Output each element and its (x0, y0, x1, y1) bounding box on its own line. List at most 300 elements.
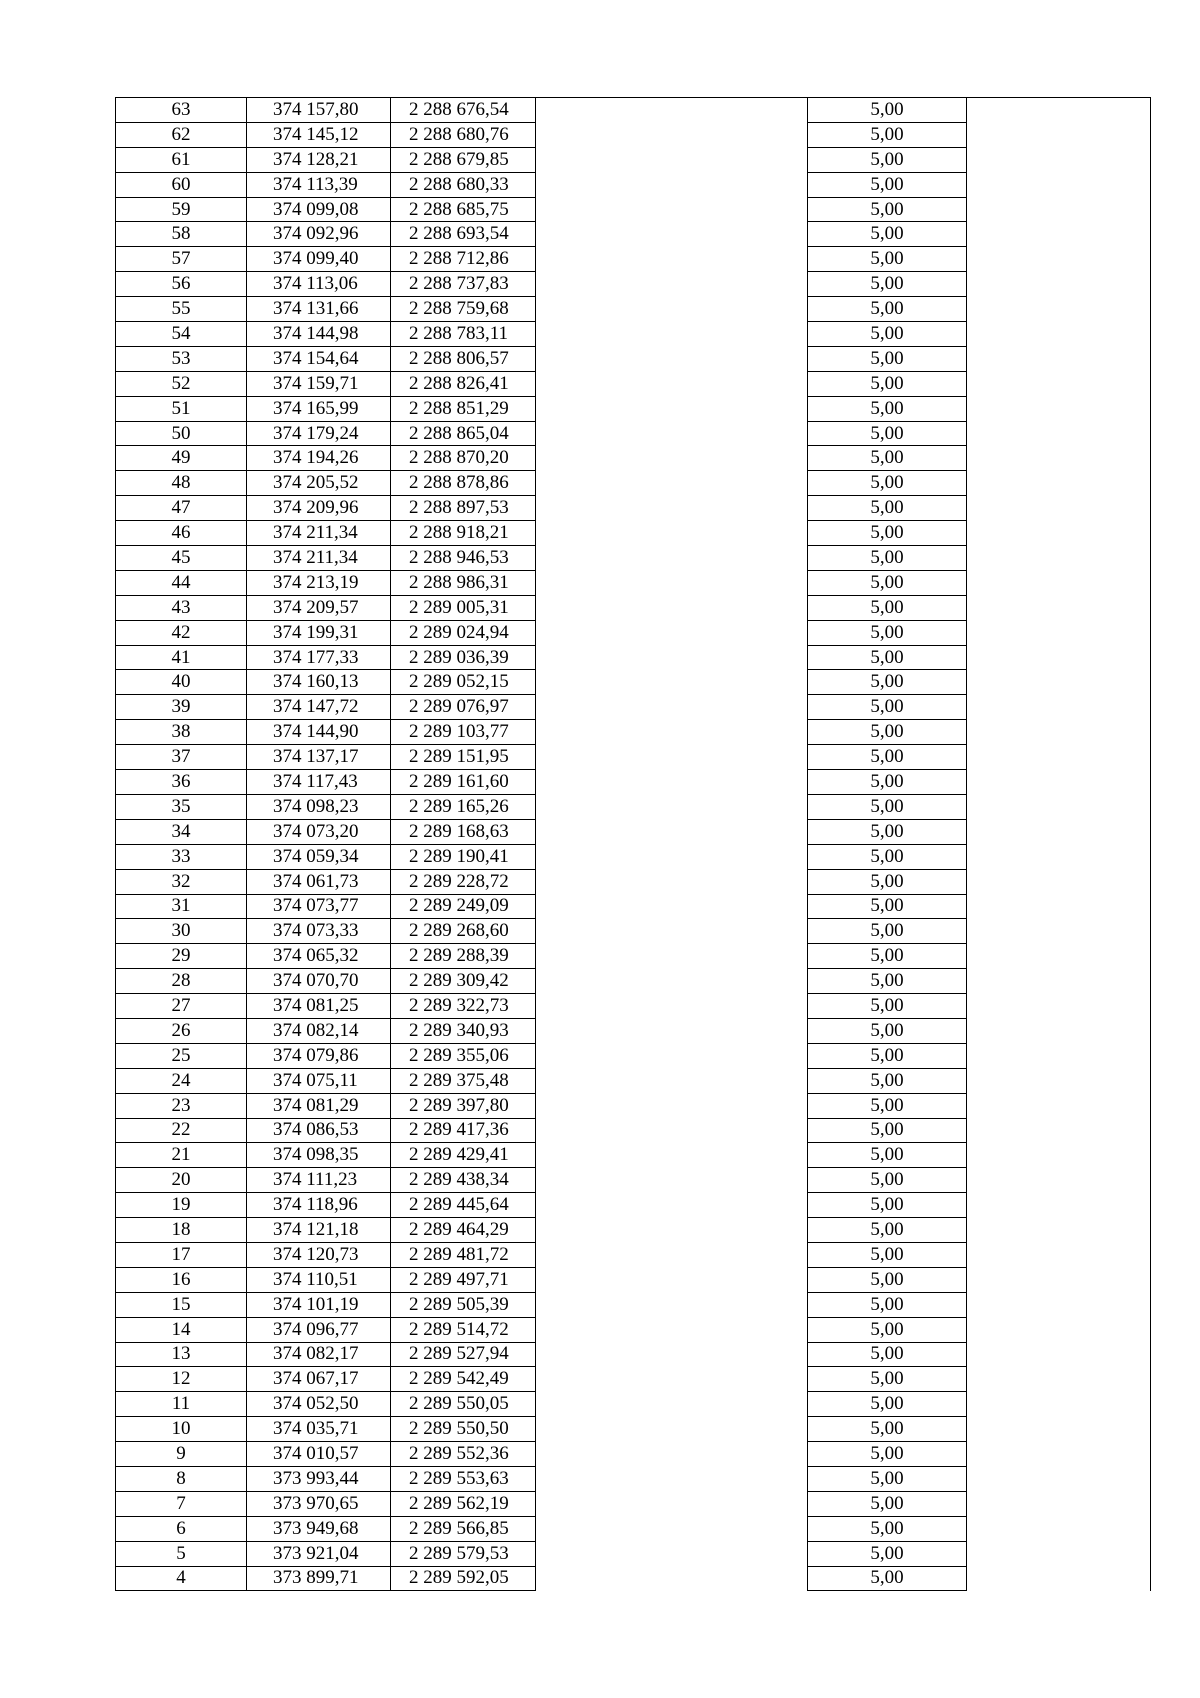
table-row (116, 645, 1151, 670)
accuracy-cell: 5,00 (808, 720, 967, 745)
point-number-cell: 45 (116, 546, 247, 571)
coordinates-table (115, 97, 1151, 1591)
x-coordinate-cell: 374 099,08 (247, 197, 391, 222)
point-number-cell: 12 (116, 1367, 247, 1392)
point-number-cell: 26 (116, 1018, 247, 1043)
empty-cell (967, 546, 1151, 571)
table-row (116, 496, 1151, 521)
point-number-cell: 49 (116, 446, 247, 471)
empty-cell (967, 1193, 1151, 1218)
accuracy-cell: 5,00 (808, 496, 967, 521)
x-coordinate-cell: 374 154,64 (247, 346, 391, 371)
accuracy-cell: 5,00 (808, 1516, 967, 1541)
table-row (116, 570, 1151, 595)
y-coordinate-cell: 2 289 168,63 (391, 819, 536, 844)
empty-cell (536, 595, 808, 620)
point-number-cell: 38 (116, 720, 247, 745)
point-number-cell: 6 (116, 1516, 247, 1541)
empty-cell (967, 1566, 1151, 1591)
point-number-cell: 58 (116, 222, 247, 247)
empty-cell (967, 595, 1151, 620)
empty-cell (967, 695, 1151, 720)
table-row (116, 1566, 1151, 1591)
table-row (116, 819, 1151, 844)
y-coordinate-cell: 2 288 865,04 (391, 421, 536, 446)
y-coordinate-cell: 2 289 190,41 (391, 844, 536, 869)
empty-cell (536, 620, 808, 645)
x-coordinate-cell: 374 061,73 (247, 869, 391, 894)
point-number-cell: 10 (116, 1417, 247, 1442)
accuracy-cell: 5,00 (808, 1118, 967, 1143)
table-row (116, 1267, 1151, 1292)
table-row (116, 670, 1151, 695)
y-coordinate-cell: 2 288 737,83 (391, 272, 536, 297)
table-row (116, 1466, 1151, 1491)
accuracy-cell: 5,00 (808, 1491, 967, 1516)
empty-cell (536, 1267, 808, 1292)
empty-cell (967, 869, 1151, 894)
empty-cell (536, 1168, 808, 1193)
empty-cell (967, 471, 1151, 496)
accuracy-cell: 5,00 (808, 1442, 967, 1467)
table-row (116, 1392, 1151, 1417)
x-coordinate-cell: 374 059,34 (247, 844, 391, 869)
accuracy-cell: 5,00 (808, 819, 967, 844)
x-coordinate-cell: 374 118,96 (247, 1193, 391, 1218)
point-number-cell: 34 (116, 819, 247, 844)
empty-cell (536, 1292, 808, 1317)
empty-cell (967, 844, 1151, 869)
accuracy-cell: 5,00 (808, 1342, 967, 1367)
accuracy-cell: 5,00 (808, 1466, 967, 1491)
table-row (116, 1118, 1151, 1143)
accuracy-cell: 5,00 (808, 994, 967, 1019)
point-number-cell: 15 (116, 1292, 247, 1317)
table-row (116, 869, 1151, 894)
x-coordinate-cell: 374 194,26 (247, 446, 391, 471)
point-number-cell: 24 (116, 1068, 247, 1093)
empty-cell (967, 446, 1151, 471)
table-row (116, 595, 1151, 620)
x-coordinate-cell: 374 101,19 (247, 1292, 391, 1317)
point-number-cell: 40 (116, 670, 247, 695)
point-number-cell: 16 (116, 1267, 247, 1292)
point-number-cell: 8 (116, 1466, 247, 1491)
empty-cell (967, 1367, 1151, 1392)
empty-cell (536, 1193, 808, 1218)
x-coordinate-cell: 374 120,73 (247, 1242, 391, 1267)
x-coordinate-cell: 374 010,57 (247, 1442, 391, 1467)
empty-cell (967, 272, 1151, 297)
accuracy-cell: 5,00 (808, 595, 967, 620)
empty-cell (967, 1118, 1151, 1143)
empty-cell (967, 1317, 1151, 1342)
accuracy-cell: 5,00 (808, 620, 967, 645)
empty-cell (536, 546, 808, 571)
empty-cell (536, 222, 808, 247)
point-number-cell: 61 (116, 147, 247, 172)
empty-cell (536, 794, 808, 819)
empty-cell (967, 1392, 1151, 1417)
accuracy-cell: 5,00 (808, 794, 967, 819)
empty-cell (536, 994, 808, 1019)
empty-cell (536, 197, 808, 222)
empty-cell (967, 570, 1151, 595)
accuracy-cell: 5,00 (808, 371, 967, 396)
table-row (116, 1367, 1151, 1392)
y-coordinate-cell: 2 289 288,39 (391, 944, 536, 969)
accuracy-cell: 5,00 (808, 421, 967, 446)
table-row (116, 1317, 1151, 1342)
point-number-cell: 13 (116, 1342, 247, 1367)
empty-cell (967, 1143, 1151, 1168)
accuracy-cell: 5,00 (808, 1143, 967, 1168)
point-number-cell: 27 (116, 994, 247, 1019)
empty-cell (536, 272, 808, 297)
accuracy-cell: 5,00 (808, 1193, 967, 1218)
empty-cell (536, 1392, 808, 1417)
y-coordinate-cell: 2 289 417,36 (391, 1118, 536, 1143)
accuracy-cell: 5,00 (808, 1068, 967, 1093)
empty-cell (967, 1466, 1151, 1491)
accuracy-cell: 5,00 (808, 1168, 967, 1193)
x-coordinate-cell: 373 921,04 (247, 1541, 391, 1566)
empty-cell (536, 322, 808, 347)
table-row (116, 745, 1151, 770)
x-coordinate-cell: 374 209,96 (247, 496, 391, 521)
x-coordinate-cell: 374 098,35 (247, 1143, 391, 1168)
point-number-cell: 60 (116, 172, 247, 197)
empty-cell (967, 197, 1151, 222)
x-coordinate-cell: 374 110,51 (247, 1267, 391, 1292)
y-coordinate-cell: 2 289 550,50 (391, 1417, 536, 1442)
x-coordinate-cell: 374 079,86 (247, 1043, 391, 1068)
accuracy-cell: 5,00 (808, 197, 967, 222)
x-coordinate-cell: 374 160,13 (247, 670, 391, 695)
empty-cell (536, 720, 808, 745)
table-row (116, 297, 1151, 322)
point-number-cell: 39 (116, 695, 247, 720)
empty-cell (967, 496, 1151, 521)
table-row (116, 1442, 1151, 1467)
x-coordinate-cell: 374 157,80 (247, 98, 391, 123)
table-row (116, 471, 1151, 496)
table-row (116, 794, 1151, 819)
x-coordinate-cell: 374 052,50 (247, 1392, 391, 1417)
x-coordinate-cell: 373 899,71 (247, 1566, 391, 1591)
y-coordinate-cell: 2 289 464,29 (391, 1218, 536, 1243)
point-number-cell: 30 (116, 919, 247, 944)
empty-cell (967, 745, 1151, 770)
x-coordinate-cell: 374 111,23 (247, 1168, 391, 1193)
y-coordinate-cell: 2 289 579,53 (391, 1541, 536, 1566)
table-row (116, 1218, 1151, 1243)
empty-cell (967, 147, 1151, 172)
y-coordinate-cell: 2 289 268,60 (391, 919, 536, 944)
empty-cell (967, 645, 1151, 670)
y-coordinate-cell: 2 289 397,80 (391, 1093, 536, 1118)
empty-cell (536, 670, 808, 695)
y-coordinate-cell: 2 289 445,64 (391, 1193, 536, 1218)
coordinates-table-body (116, 98, 1151, 1591)
y-coordinate-cell: 2 288 712,86 (391, 247, 536, 272)
point-number-cell: 22 (116, 1118, 247, 1143)
x-coordinate-cell: 374 179,24 (247, 421, 391, 446)
point-number-cell: 35 (116, 794, 247, 819)
accuracy-cell: 5,00 (808, 297, 967, 322)
empty-cell (967, 172, 1151, 197)
y-coordinate-cell: 2 288 680,33 (391, 172, 536, 197)
y-coordinate-cell: 2 288 806,57 (391, 346, 536, 371)
accuracy-cell: 5,00 (808, 247, 967, 272)
empty-cell (536, 919, 808, 944)
y-coordinate-cell: 2 288 878,86 (391, 471, 536, 496)
x-coordinate-cell: 374 177,33 (247, 645, 391, 670)
table-row (116, 521, 1151, 546)
empty-cell (967, 1516, 1151, 1541)
y-coordinate-cell: 2 289 553,63 (391, 1466, 536, 1491)
accuracy-cell: 5,00 (808, 1367, 967, 1392)
table-row (116, 1342, 1151, 1367)
y-coordinate-cell: 2 288 680,76 (391, 122, 536, 147)
point-number-cell: 29 (116, 944, 247, 969)
empty-cell (536, 770, 808, 795)
empty-cell (967, 346, 1151, 371)
point-number-cell: 54 (116, 322, 247, 347)
point-number-cell: 33 (116, 844, 247, 869)
empty-cell (536, 521, 808, 546)
x-coordinate-cell: 374 082,17 (247, 1342, 391, 1367)
x-coordinate-cell: 374 067,17 (247, 1367, 391, 1392)
x-coordinate-cell: 374 117,43 (247, 770, 391, 795)
y-coordinate-cell: 2 288 986,31 (391, 570, 536, 595)
table-row (116, 421, 1151, 446)
empty-cell (536, 869, 808, 894)
y-coordinate-cell: 2 289 552,36 (391, 1442, 536, 1467)
y-coordinate-cell: 2 289 052,15 (391, 670, 536, 695)
table-row (116, 322, 1151, 347)
y-coordinate-cell: 2 289 527,94 (391, 1342, 536, 1367)
accuracy-cell: 5,00 (808, 521, 967, 546)
empty-cell (967, 670, 1151, 695)
empty-cell (536, 695, 808, 720)
table-row (116, 844, 1151, 869)
y-coordinate-cell: 2 289 103,77 (391, 720, 536, 745)
point-number-cell: 7 (116, 1491, 247, 1516)
empty-cell (967, 1417, 1151, 1442)
point-number-cell: 18 (116, 1218, 247, 1243)
accuracy-cell: 5,00 (808, 1317, 967, 1342)
y-coordinate-cell: 2 288 826,41 (391, 371, 536, 396)
point-number-cell: 47 (116, 496, 247, 521)
point-number-cell: 63 (116, 98, 247, 123)
empty-cell (536, 1491, 808, 1516)
empty-cell (967, 1342, 1151, 1367)
empty-cell (536, 1242, 808, 1267)
empty-cell (967, 770, 1151, 795)
point-number-cell: 28 (116, 969, 247, 994)
point-number-cell: 43 (116, 595, 247, 620)
y-coordinate-cell: 2 289 165,26 (391, 794, 536, 819)
empty-cell (536, 1466, 808, 1491)
point-number-cell: 23 (116, 1093, 247, 1118)
point-number-cell: 20 (116, 1168, 247, 1193)
empty-cell (536, 1317, 808, 1342)
table-row (116, 1193, 1151, 1218)
empty-cell (967, 322, 1151, 347)
empty-cell (536, 496, 808, 521)
table-row (116, 396, 1151, 421)
x-coordinate-cell: 374 144,98 (247, 322, 391, 347)
accuracy-cell: 5,00 (808, 98, 967, 123)
accuracy-cell: 5,00 (808, 122, 967, 147)
empty-cell (536, 446, 808, 471)
y-coordinate-cell: 2 289 309,42 (391, 969, 536, 994)
empty-cell (536, 1541, 808, 1566)
y-coordinate-cell: 2 289 355,06 (391, 1043, 536, 1068)
accuracy-cell: 5,00 (808, 1417, 967, 1442)
y-coordinate-cell: 2 289 542,49 (391, 1367, 536, 1392)
empty-cell (536, 745, 808, 770)
empty-cell (536, 172, 808, 197)
y-coordinate-cell: 2 289 005,31 (391, 595, 536, 620)
empty-cell (536, 421, 808, 446)
empty-cell (967, 396, 1151, 421)
empty-cell (967, 1242, 1151, 1267)
accuracy-cell: 5,00 (808, 1242, 967, 1267)
table-row (116, 1168, 1151, 1193)
empty-cell (967, 1442, 1151, 1467)
y-coordinate-cell: 2 288 897,53 (391, 496, 536, 521)
empty-cell (967, 620, 1151, 645)
empty-cell (536, 98, 808, 123)
empty-cell (536, 1068, 808, 1093)
empty-cell (536, 819, 808, 844)
table-row (116, 147, 1151, 172)
empty-cell (967, 994, 1151, 1019)
x-coordinate-cell: 374 211,34 (247, 546, 391, 571)
empty-cell (536, 1417, 808, 1442)
table-row (116, 770, 1151, 795)
table-row (116, 222, 1151, 247)
point-number-cell: 32 (116, 869, 247, 894)
x-coordinate-cell: 374 213,19 (247, 570, 391, 595)
empty-cell (536, 1118, 808, 1143)
empty-cell (536, 371, 808, 396)
y-coordinate-cell: 2 288 676,54 (391, 98, 536, 123)
y-coordinate-cell: 2 289 161,60 (391, 770, 536, 795)
accuracy-cell: 5,00 (808, 745, 967, 770)
empty-cell (967, 1491, 1151, 1516)
empty-cell (536, 944, 808, 969)
accuracy-cell: 5,00 (808, 396, 967, 421)
x-coordinate-cell: 374 081,29 (247, 1093, 391, 1118)
x-coordinate-cell: 374 137,17 (247, 745, 391, 770)
empty-cell (967, 794, 1151, 819)
x-coordinate-cell: 374 073,77 (247, 894, 391, 919)
point-number-cell: 53 (116, 346, 247, 371)
empty-cell (967, 421, 1151, 446)
x-coordinate-cell: 374 113,39 (247, 172, 391, 197)
table-row (116, 944, 1151, 969)
empty-cell (967, 944, 1151, 969)
point-number-cell: 9 (116, 1442, 247, 1467)
empty-cell (536, 346, 808, 371)
y-coordinate-cell: 2 288 685,75 (391, 197, 536, 222)
point-number-cell: 31 (116, 894, 247, 919)
empty-cell (967, 122, 1151, 147)
y-coordinate-cell: 2 289 076,97 (391, 695, 536, 720)
y-coordinate-cell: 2 289 024,94 (391, 620, 536, 645)
accuracy-cell: 5,00 (808, 944, 967, 969)
accuracy-cell: 5,00 (808, 147, 967, 172)
y-coordinate-cell: 2 289 249,09 (391, 894, 536, 919)
empty-cell (536, 122, 808, 147)
empty-cell (967, 222, 1151, 247)
point-number-cell: 44 (116, 570, 247, 595)
table-row (116, 1541, 1151, 1566)
y-coordinate-cell: 2 288 918,21 (391, 521, 536, 546)
y-coordinate-cell: 2 289 340,93 (391, 1018, 536, 1043)
table-row (116, 894, 1151, 919)
accuracy-cell: 5,00 (808, 919, 967, 944)
empty-cell (967, 1043, 1151, 1068)
y-coordinate-cell: 2 289 322,73 (391, 994, 536, 1019)
accuracy-cell: 5,00 (808, 1093, 967, 1118)
table-row (116, 1043, 1151, 1068)
empty-cell (967, 1267, 1151, 1292)
x-coordinate-cell: 373 970,65 (247, 1491, 391, 1516)
accuracy-cell: 5,00 (808, 1392, 967, 1417)
table-row (116, 1516, 1151, 1541)
empty-cell (967, 819, 1151, 844)
accuracy-cell: 5,00 (808, 322, 967, 347)
y-coordinate-cell: 2 289 481,72 (391, 1242, 536, 1267)
y-coordinate-cell: 2 289 514,72 (391, 1317, 536, 1342)
empty-cell (536, 247, 808, 272)
table-row (116, 1068, 1151, 1093)
point-number-cell: 55 (116, 297, 247, 322)
x-coordinate-cell: 374 205,52 (247, 471, 391, 496)
empty-cell (536, 1516, 808, 1541)
point-number-cell: 62 (116, 122, 247, 147)
x-coordinate-cell: 374 145,12 (247, 122, 391, 147)
x-coordinate-cell: 374 209,57 (247, 595, 391, 620)
y-coordinate-cell: 2 289 151,95 (391, 745, 536, 770)
empty-cell (967, 1218, 1151, 1243)
table-row (116, 1491, 1151, 1516)
table-row (116, 1292, 1151, 1317)
accuracy-cell: 5,00 (808, 1566, 967, 1591)
empty-cell (536, 1218, 808, 1243)
table-row (116, 546, 1151, 571)
table-row (116, 620, 1151, 645)
x-coordinate-cell: 374 159,71 (247, 371, 391, 396)
empty-cell (967, 1168, 1151, 1193)
empty-cell (536, 1043, 808, 1068)
y-coordinate-cell: 2 289 505,39 (391, 1292, 536, 1317)
x-coordinate-cell: 374 081,25 (247, 994, 391, 1019)
accuracy-cell: 5,00 (808, 570, 967, 595)
empty-cell (536, 471, 808, 496)
point-number-cell: 52 (116, 371, 247, 396)
accuracy-cell: 5,00 (808, 272, 967, 297)
accuracy-cell: 5,00 (808, 1043, 967, 1068)
x-coordinate-cell: 374 131,66 (247, 297, 391, 322)
empty-cell (536, 1442, 808, 1467)
accuracy-cell: 5,00 (808, 894, 967, 919)
y-coordinate-cell: 2 289 036,39 (391, 645, 536, 670)
